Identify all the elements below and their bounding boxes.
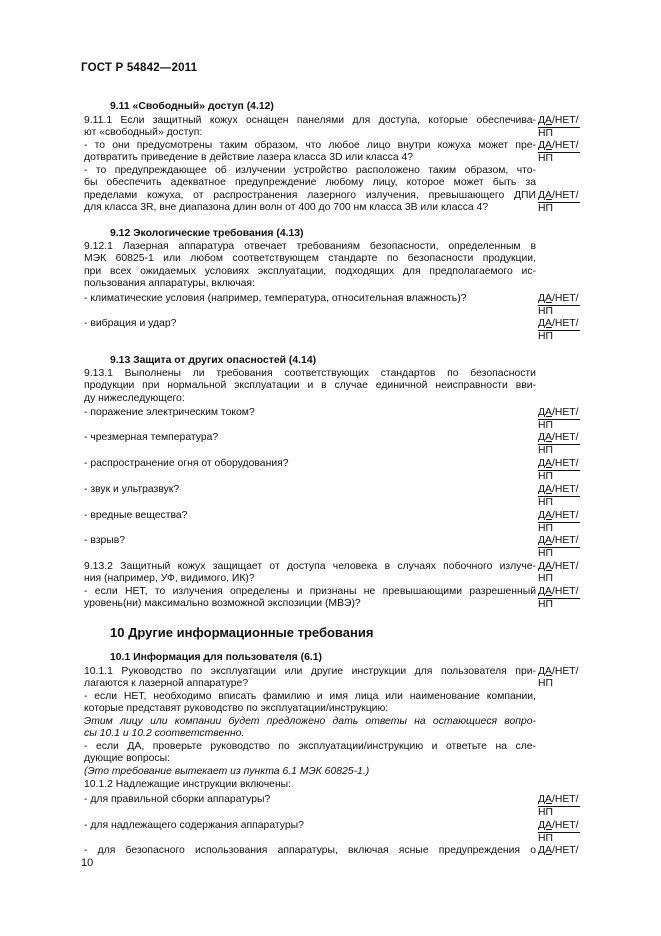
section-9-13-title: 9.13 Защита от других опасностей (4.14) [110,355,317,366]
answer-field[interactable]: ДА/НЕТ/ НП [538,484,579,509]
section-9-11-title: 9.11 «Свободный» доступ (4.12) [110,101,274,112]
question-9-11-1 [84,115,536,140]
text-line: сы 10.1 и 10.2 соответственно. [84,728,245,740]
text-line: ду нижеследующего: [84,392,185,404]
answer-field[interactable]: ДА/НЕТ/ НП [538,407,579,432]
question-10-1-2: 10.1.2 Надлежащие инструкции включены: [84,779,292,790]
answer-field[interactable]: ДА/НЕТ/ НП [538,794,579,819]
page-number: 10 [81,857,94,869]
text-line: пределами кожуха, от распространения лазерного излучения, превышающего ДПИ [84,189,536,201]
text-line: бы обеспечить адекватное предупреждение любому лицу, которое может быть за [84,177,536,189]
section-10-title: 10 Другие информационные требования [110,625,374,640]
text-line: продукции при нормальной эксплуатации и в случае единичной неисправности вви- [84,380,536,392]
answer-field[interactable]: ДА/НЕТ/ НП [538,293,579,318]
document-header: ГОСТ Р 54842—2011 [81,62,198,74]
question-9-13-1-f: - взрыв? [84,535,126,546]
instruction-if-no [84,691,536,716]
answer-field[interactable]: ДА/НЕТ/ НП [538,535,579,560]
answer-field[interactable]: ДА/НЕТ/ [538,845,579,856]
answer-field[interactable]: ДА/НЕТ/ НП [538,140,579,165]
text-line: 9.13.1 Выполнены ли требования соответствующих стандартов по безопасности [84,368,536,379]
text-line: МЭК 60825-1 или любом соответствующем стандарте по безопасности продукции, [84,253,536,265]
question-9-13-1-a: - поражение электрическим током? [84,407,255,418]
instruction-if-yes [84,741,536,766]
text-line: - если НЕТ, необходимо вписать фамилию и имя лица или наименование компании, [84,691,536,702]
question-9-12-1-a: - климатические условия (например, температура, относительная влажность)? [84,293,467,304]
text-line: Этим лицу или компании будет предложено дать ответы на остающиеся вопро- [84,716,536,727]
question-10-1-1 [84,666,536,691]
answer-field[interactable]: ДА/НЕТ/ НП [538,318,579,343]
text-line: дующие вопросы: [84,753,170,765]
text-line: - то предупреждающее об излучении устройство расположено таким образом, что- [84,165,536,176]
question-9-13-1 [84,368,536,405]
text-line: 9.11.1 Если защитный кожух оснащен панелями для доступа, которые обеспечива- [84,115,536,126]
requirement-source-note: (Это требование вытекает из пункта 6.1 МЭК 60825-1.) [84,766,370,777]
text-line: ния (например, УФ, видимого, ИК)? [84,573,255,585]
text-line: уровень(ни) максимально возможной экспозиции (МВЭ)? [84,598,361,610]
answer-field[interactable]: ДА/НЕТ/ НП [538,586,579,611]
question-10-1-2-b: - для надлежащего содержания аппаратуры? [84,820,304,831]
question-9-12-1-b: - вибрация и удар? [84,318,177,329]
text-line: - то они предусмотрены таким образом, что любое лицо внутри кожуха может пре- [84,140,536,151]
text-line: - если ДА, проверьте руководство по эксплуатации/инструкцию и ответьте на сле- [84,741,536,752]
answer-field[interactable]: ДА/НЕТ/ НП [538,115,579,140]
question-10-1-2-a: - для правильной сборки аппаратуры? [84,794,271,805]
text-line: пользования аппаратуры, включая: [84,277,255,289]
question-9-11-1-a [84,140,536,165]
question-9-13-1-c: - распространение огня от оборудования? [84,458,289,469]
section-10-1-title: 10.1 Информация для пользователя (6.1) [110,652,322,663]
answer-field[interactable]: ДА/НЕТ/ НП [538,666,579,690]
answer-field[interactable]: ДА/НЕТ/ НП [538,432,579,457]
section-9-12-title: 9.12 Экологические требования (4.13) [110,228,304,239]
question-9-13-1-e: - вредные вещества? [84,510,188,521]
text-line: лагаются к лазерной аппаратуре? [84,678,249,690]
text-line: дотвратить приведение в действие лазера класса 3D или класса 4? [84,152,414,164]
text-line: 10.1.1 Руководство по эксплуатации или другие инструкции для пользователя при- [84,666,536,677]
question-9-12-1 [84,241,536,290]
question-10-1-2-c: - для безопасного использования аппаратуры, включая ясные предупреждения о [84,845,536,856]
question-9-13-2 [84,561,536,586]
answer-field[interactable]: ДА/НЕТ/ НП [538,510,579,535]
answer-field[interactable]: ДА/НЕТ/ НП [538,190,579,215]
question-9-13-2-a [84,586,536,611]
answer-field[interactable]: ДА/НЕТ/ НП [538,820,579,845]
text-line: которые представят руководство по эксплуатации/инструкцию: [84,703,389,715]
italic-note [84,716,536,741]
text-line: - если НЕТ, то излучения определены и признаны не превышающими разрешенный [84,586,536,597]
question-9-13-1-b: - чрезмерная температура? [84,432,219,443]
answer-field[interactable]: ДА/НЕТ/ НП [538,561,579,585]
text-line: для класса 3R, вне диапазона длин волн от 400 до 700 нм класса 3В или класса 4? [84,201,489,213]
question-9-13-1-d: - звук и ультразвук? [84,484,180,495]
text-line: 9.13.2 Защитный кожух защищает от доступа человека в случаях побочного излуче- [84,561,536,572]
question-9-11-1-b [84,165,536,214]
text-line: при всех ожидаемых условиях эксплуатации, подходящих для предполагаемого ис- [84,265,536,277]
text-line: ют «свободный» доступ: [84,127,203,139]
text-line: 9.12.1 Лазерная аппаратура отвечает требованиям безопасности, определенным в [84,241,536,252]
answer-field[interactable]: ДА/НЕТ/ НП [538,458,579,483]
